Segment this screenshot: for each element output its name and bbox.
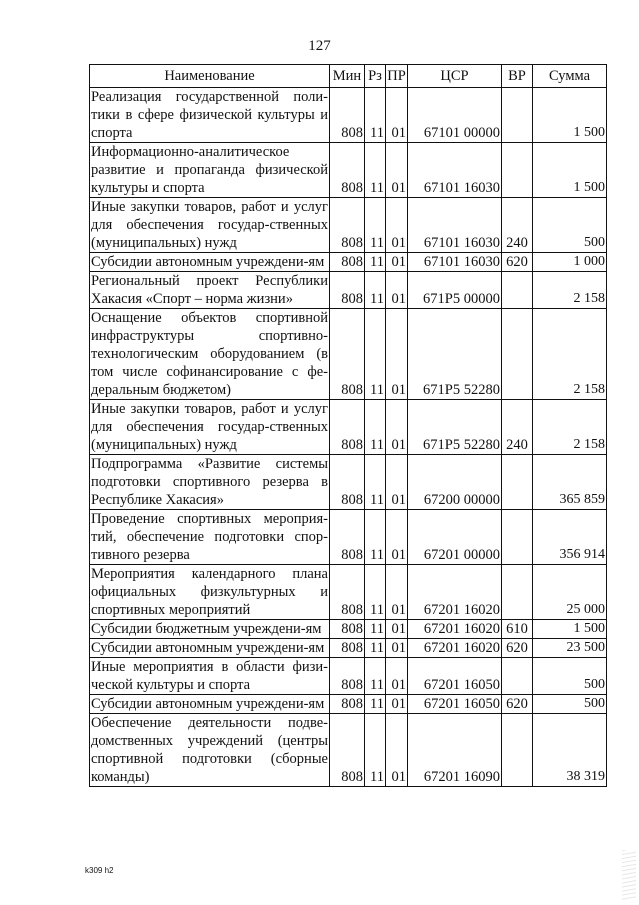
table-row — [90, 143, 607, 198]
cell-pr: 01 — [386, 309, 408, 400]
cell-pr: 01 — [386, 714, 408, 787]
table-row — [90, 309, 607, 400]
cell-min: 808 — [330, 639, 365, 658]
cell-sum: 356 914 — [533, 510, 607, 565]
cell-pr: 01 — [386, 620, 408, 639]
cell-vr: 240 — [502, 198, 533, 253]
cell-rz: 11 — [365, 309, 386, 400]
footer-code: k309 h2 — [85, 866, 114, 875]
table-row — [90, 658, 607, 695]
cell-vr: 240 — [502, 400, 533, 455]
budget-table — [89, 64, 607, 787]
cell-vr — [502, 658, 533, 695]
cell-min: 808 — [330, 253, 365, 272]
cell-name: Иные мероприятия в области физи-ческой культуры и спорта — [91, 659, 328, 693]
header-name: Наименование — [90, 65, 330, 88]
cell-min: 808 — [330, 658, 365, 695]
cell-pr: 01 — [386, 253, 408, 272]
cell-sum: 1 500 — [533, 88, 607, 143]
cell-min: 808 — [330, 565, 365, 620]
page-number: 127 — [308, 38, 331, 54]
cell-sum: 500 — [533, 198, 607, 253]
cell-vr: 620 — [502, 639, 533, 658]
cell-csr: 67201 16020 — [408, 620, 502, 639]
table-body — [90, 88, 607, 787]
cell-min: 808 — [330, 714, 365, 787]
table-row — [90, 455, 607, 510]
cell-min: 808 — [330, 143, 365, 198]
cell-sum: 365 859 — [533, 455, 607, 510]
cell-name: Субсидии автономным учреждени-ям — [90, 639, 330, 658]
cell-min: 808 — [330, 309, 365, 400]
cell-sum: 2 158 — [533, 272, 607, 309]
cell-csr: 67101 16030 — [408, 198, 502, 253]
header-rz: Рз — [365, 65, 386, 88]
cell-csr: 67201 16090 — [408, 714, 502, 787]
cell-vr — [502, 143, 533, 198]
cell-pr: 01 — [386, 400, 408, 455]
cell-rz: 11 — [365, 565, 386, 620]
cell-name: Подпрограмма «Развитие системы подготовки спортивного резерва в Республике Хакасия» — [91, 456, 328, 508]
cell-csr: 671P5 00000 — [408, 272, 502, 309]
cell-pr: 01 — [386, 658, 408, 695]
table-row — [90, 198, 607, 253]
cell-csr: 67201 16050 — [408, 658, 502, 695]
header-sum: Сумма — [533, 65, 607, 88]
cell-pr: 01 — [386, 695, 408, 714]
table-row — [90, 400, 607, 455]
cell-sum: 500 — [533, 695, 607, 714]
cell-min: 808 — [330, 272, 365, 309]
cell-pr: 01 — [386, 455, 408, 510]
cell-rz: 11 — [365, 198, 386, 253]
cell-name: Иные закупки товаров, работ и услуг для обеспечения государ-ственных (муниципальных) нужд — [91, 199, 328, 251]
table-row — [90, 639, 607, 658]
cell-sum: 25 000 — [533, 565, 607, 620]
cell-csr: 67201 16050 — [408, 695, 502, 714]
header-pr: ПР — [386, 65, 408, 88]
cell-vr — [502, 510, 533, 565]
header-vr: ВР — [502, 65, 533, 88]
table-row — [90, 620, 607, 639]
cell-min: 808 — [330, 695, 365, 714]
cell-sum: 500 — [533, 658, 607, 695]
cell-vr — [502, 565, 533, 620]
cell-rz: 11 — [365, 639, 386, 658]
cell-name: Проведение спортивных мероприя-тий, обеспечение подготовки спор-тивного резерва — [91, 511, 328, 563]
table-row — [90, 565, 607, 620]
cell-name: Обеспечение деятельности подве-домственных учреждений (центры спортивной подготовки (сборные команды) — [91, 715, 328, 785]
cell-pr: 01 — [386, 198, 408, 253]
cell-rz: 11 — [365, 400, 386, 455]
table-row — [90, 272, 607, 309]
cell-name: Информационно-аналитическое развитие и пропаганда физической культуры и спорта — [91, 144, 328, 196]
table-row — [90, 88, 607, 143]
cell-min: 808 — [330, 400, 365, 455]
cell-rz: 11 — [365, 695, 386, 714]
cell-csr: 671P5 52280 — [408, 309, 502, 400]
cell-sum: 2 158 — [533, 309, 607, 400]
cell-pr: 01 — [386, 88, 408, 143]
cell-min: 808 — [330, 510, 365, 565]
cell-name: Субсидии автономным учреждени-ям — [90, 253, 330, 272]
cell-csr: 67101 00000 — [408, 88, 502, 143]
cell-sum: 1 500 — [533, 143, 607, 198]
cell-name: Мероприятия календарного плана официальных физкультурных и спортивных мероприятий — [91, 566, 328, 618]
cell-vr: 620 — [502, 695, 533, 714]
cell-name: Оснащение объектов спортивной инфраструктуры спортивно-технологическим оборудованием (в том числе софинансирование с фе-деральным бюджетом) — [91, 310, 328, 398]
cell-csr: 67201 16020 — [408, 639, 502, 658]
cell-name: Субсидии бюджетным учреждени-ям — [90, 620, 330, 639]
cell-csr: 67200 00000 — [408, 455, 502, 510]
cell-name: Иные закупки товаров, работ и услуг для обеспечения государ-ственных (муниципальных) нужд — [91, 401, 328, 453]
cell-rz: 11 — [365, 455, 386, 510]
table-header-row — [90, 65, 607, 88]
cell-min: 808 — [330, 198, 365, 253]
cell-rz: 11 — [365, 253, 386, 272]
cell-name: Региональный проект Республики Хакасия «Спорт – норма жизни» — [91, 273, 328, 307]
table-row — [90, 695, 607, 714]
cell-rz: 11 — [365, 143, 386, 198]
cell-csr: 67101 16030 — [408, 253, 502, 272]
cell-vr — [502, 272, 533, 309]
cell-pr: 01 — [386, 639, 408, 658]
cell-rz: 11 — [365, 714, 386, 787]
cell-name: Субсидии автономным учреждени-ям — [90, 695, 330, 714]
cell-csr: 671P5 52280 — [408, 400, 502, 455]
cell-pr: 01 — [386, 272, 408, 309]
table-row — [90, 253, 607, 272]
cell-sum: 38 319 — [533, 714, 607, 787]
table-row — [90, 714, 607, 787]
cell-vr: 610 — [502, 620, 533, 639]
cell-min: 808 — [330, 88, 365, 143]
cell-pr: 01 — [386, 510, 408, 565]
cell-min: 808 — [330, 620, 365, 639]
cell-sum: 1 500 — [533, 620, 607, 639]
cell-vr — [502, 88, 533, 143]
scan-artifact — [622, 850, 636, 900]
cell-rz: 11 — [365, 88, 386, 143]
cell-rz: 11 — [365, 510, 386, 565]
cell-rz: 11 — [365, 658, 386, 695]
cell-vr — [502, 455, 533, 510]
table-row — [90, 510, 607, 565]
cell-csr: 67101 16030 — [408, 143, 502, 198]
cell-csr: 67201 16020 — [408, 565, 502, 620]
cell-sum: 23 500 — [533, 639, 607, 658]
cell-rz: 11 — [365, 272, 386, 309]
cell-vr — [502, 714, 533, 787]
cell-vr: 620 — [502, 253, 533, 272]
cell-sum: 1 000 — [533, 253, 607, 272]
cell-vr — [502, 309, 533, 400]
cell-pr: 01 — [386, 143, 408, 198]
cell-csr: 67201 00000 — [408, 510, 502, 565]
cell-name: Реализация государственной поли-тики в сфере физической культуры и спорта — [91, 89, 328, 141]
header-csr: ЦСР — [408, 65, 502, 88]
cell-sum: 2 158 — [533, 400, 607, 455]
header-min: Мин — [330, 65, 365, 88]
cell-rz: 11 — [365, 620, 386, 639]
cell-pr: 01 — [386, 565, 408, 620]
cell-min: 808 — [330, 455, 365, 510]
